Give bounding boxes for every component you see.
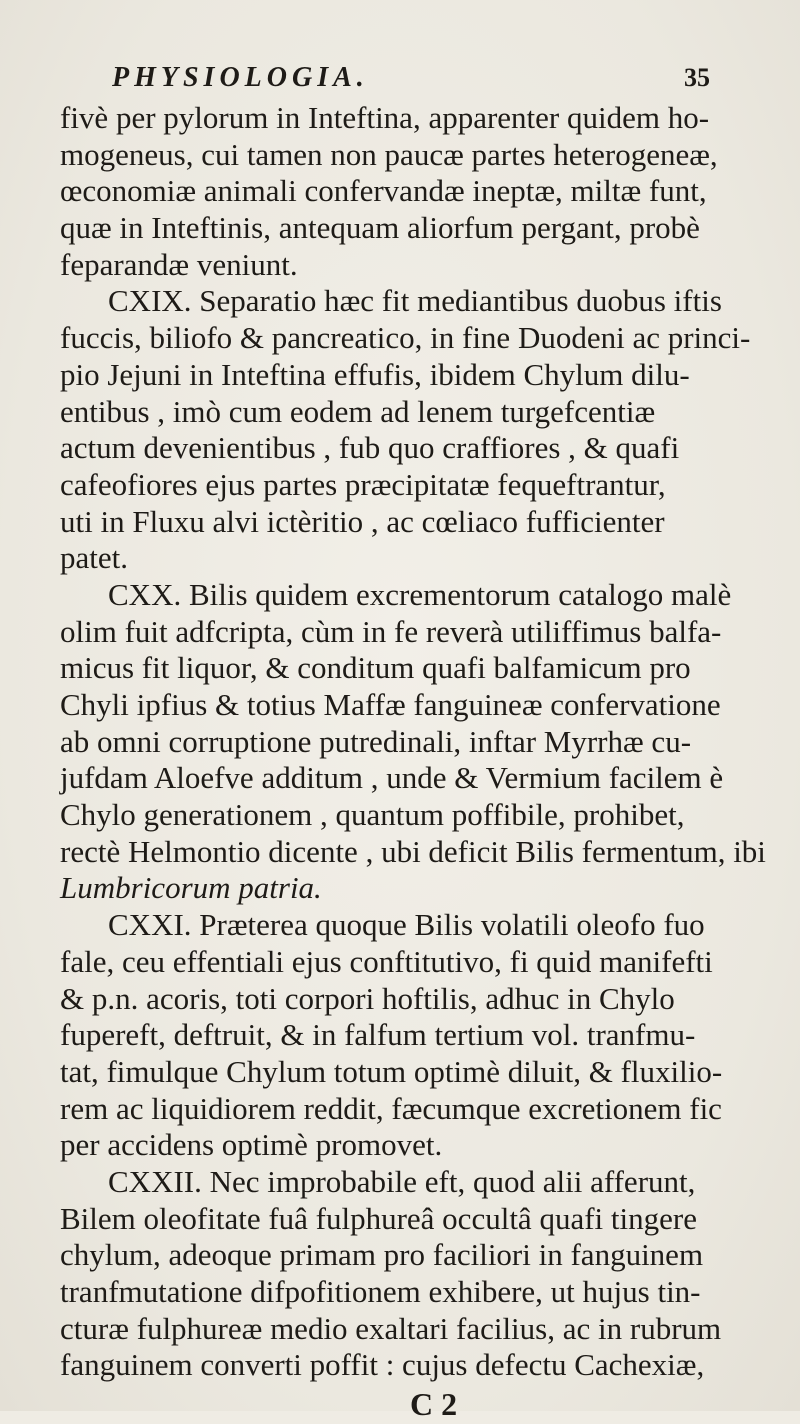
text-line: olim fuit adfcripta, cùm in fe reverà utiliffimus balfa- bbox=[60, 613, 722, 649]
text-line: uti in Fluxu alvi ictèritio , ac cœliaco fufficienter bbox=[60, 503, 665, 539]
text-line: mogeneus, cui tamen non paucæ partes heterogeneæ, bbox=[60, 136, 718, 172]
text-line: fanguinem converti poffit : cujus defectu Cachexiæ, bbox=[60, 1347, 705, 1383]
section-heading-line: CXXI. Præterea quoque Bilis volatili oleofo fuo bbox=[108, 907, 705, 943]
page-number: 35 bbox=[684, 63, 710, 92]
text-line: Bilem oleofitate fuâ fulphureâ occultâ quafi tingere bbox=[60, 1200, 697, 1236]
body-text bbox=[60, 100, 766, 1384]
text-line: micus fit liquor, & conditum quafi balfamicum pro bbox=[60, 650, 691, 686]
text-line: jufdam Aloefve additum , unde & Vermium facilem è bbox=[60, 760, 724, 796]
text-line: œconomiæ animali confervandæ ineptæ, miltæ funt, bbox=[60, 173, 707, 209]
text-line: & p.n. acoris, toti corpori hoftilis, adhuc in Chylo bbox=[60, 980, 675, 1016]
text-line: fupereft, deftruit, & in falfum tertium vol. tranfmu- bbox=[60, 1017, 696, 1053]
text-line: per accidens optimè promovet. bbox=[60, 1127, 443, 1163]
text-line: cturæ fulphureæ medio exaltari facilius, ac in rubrum bbox=[60, 1310, 722, 1346]
text-line: fale, ceu effentiali ejus conftitutivo, fi quid manifefti bbox=[60, 943, 713, 979]
page-header bbox=[60, 62, 740, 94]
running-head: PHYSIOLOGIA. bbox=[112, 62, 369, 93]
text-line: chylum, adeoque primam pro faciliori in fanguinem bbox=[60, 1237, 704, 1273]
section-heading-line: CXXII. Nec improbabile eft, quod alii afferunt, bbox=[108, 1163, 696, 1199]
text-line: Chylo generationem , quantum poffibile, prohibet, bbox=[60, 797, 685, 833]
text-line: quæ in Inteftinis, antequam aliorfum pergant, probè bbox=[60, 210, 700, 246]
text-line: actum devenientibus , fub quo craffiores , & quafi bbox=[60, 430, 680, 466]
text-line: Lumbricorum patria. bbox=[60, 870, 322, 906]
section-heading-line: CXIX. Separatio hæc fit mediantibus duobus iftis bbox=[108, 283, 722, 319]
text-line: rectè Helmontio dicente , ubi deficit Bilis fermentum, ibi bbox=[60, 833, 766, 869]
text-line: tat, fimulque Chylum totum optimè diluit, & fluxilio- bbox=[60, 1053, 723, 1089]
text-line: patet. bbox=[60, 540, 128, 576]
section-heading-line: CXX. Bilis quidem excrementorum catalogo malè bbox=[108, 576, 732, 612]
text-line: entibus , imò cum eodem ad lenem turgefcentiæ bbox=[60, 393, 656, 429]
text-line: ab omni corruptione putredinali, inftar Myrrhæ cu- bbox=[60, 723, 692, 759]
text-line: fuccis, biliofo & pancreatico, in fine Duodeni ac princi- bbox=[60, 320, 751, 356]
text-line: rem ac liquidiorem reddit, fæcumque excretionem fic bbox=[60, 1090, 722, 1126]
text-line: feparandæ veniunt. bbox=[60, 246, 298, 282]
text-line: Chyli ipfius & totius Maffæ fanguineæ confervatione bbox=[60, 687, 721, 722]
signature-mark: C 2 bbox=[410, 1386, 458, 1423]
text-line: cafeofiores ejus partes præcipitatæ fequeftrantur, bbox=[60, 466, 666, 502]
text-line: pio Jejuni in Inteftina effufis, ibidem Chylum dilu- bbox=[60, 356, 690, 392]
text-line: tranfmutatione difpofitionem exhibere, ut hujus tin- bbox=[60, 1274, 701, 1309]
text-line: fivè per pylorum in Inteftina, apparenter quidem ho- bbox=[60, 100, 710, 135]
